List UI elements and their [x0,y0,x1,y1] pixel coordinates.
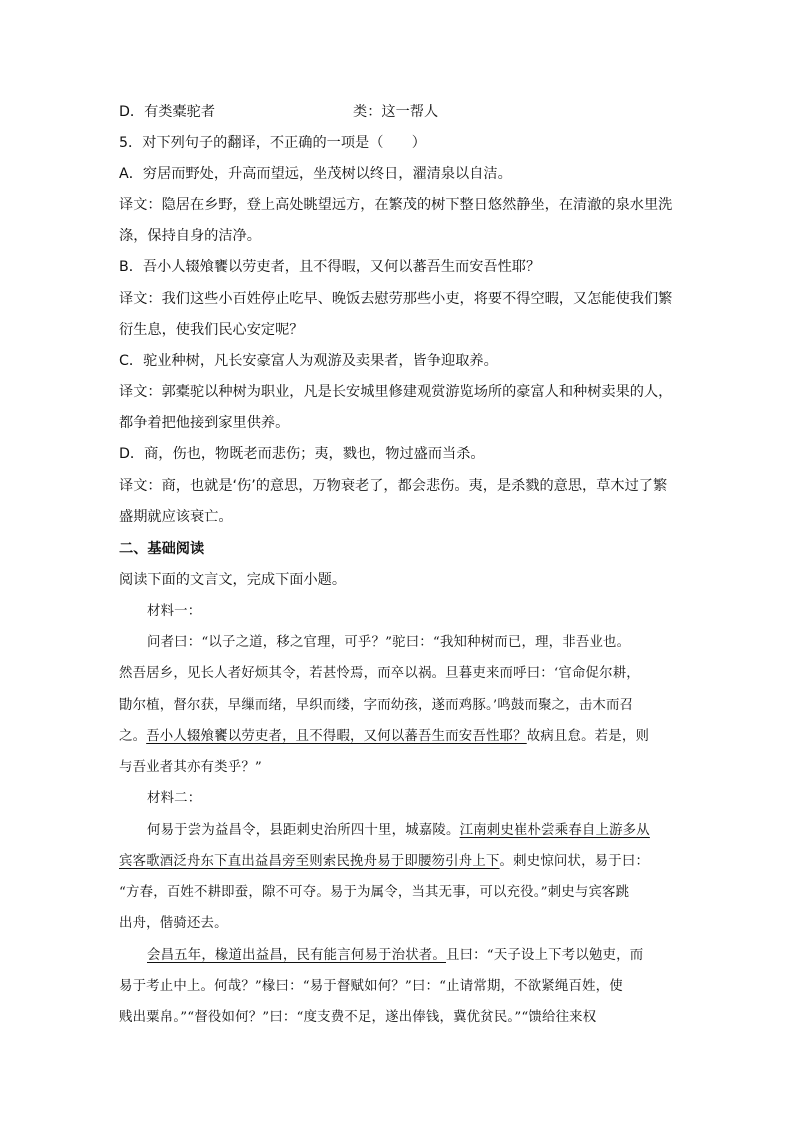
translation-d-1: 译文：商，也就是‘伤’的意思，万物衰老了，都会悲伤。夷，是杀戮的意思，草木过了繁 [119,478,668,494]
material-1-line-1: 问者曰：“以子之道，移之官理，可乎？”驼曰：“我知种树而已，理，非吾业也。 [147,635,631,650]
material-1-line-4-start: 之。 [119,729,147,744]
material-1-label: 材料一： [147,604,202,619]
option-a: A．穷居而野处，升高而望远，坐茂树以终日，濯清泉以自洁。 [119,166,512,182]
material-2-line-3: “方春，百姓不耕即蚕，隙不可夺。易于为属令，当其无事，可以充役。”刺史与宾客跳 [119,885,630,900]
translation-d-2: 盛期就应该衰亡。 [119,509,233,525]
material-2-label: 材料二： [147,791,202,806]
translation-c-1: 译文：郭橐驼以种树为职业，凡是长安城里修建观赏游览场所的豪富人和种树卖果的人， [119,384,673,400]
underlined-sentence-2a: 江南刺史崔朴尝乘春自上游多从 [459,823,650,838]
translation-a-2: 涤，保持自身的洁净。 [119,228,261,244]
option-d-gloss: 类：这一帮人 [353,104,439,120]
material-2-line-2-end: 。刺史惊问状，易于曰： [499,854,650,869]
material-2-line-7: 贱出粟帛。”“督役如何？”曰：“度支费不足，遂出俸钱，冀优贫民。”“馈给往来权 [119,1010,597,1025]
material-2-line-4: 出舟，偕骑还去。 [119,916,228,931]
option-d-text: D．有类橐驼者 [119,104,216,120]
material-2-line-2 [119,852,678,872]
material-1-line-5: 与吾业者其亦有类乎？” [119,760,262,775]
section-instruction: 阅读下面的文言文，完成下面小题。 [119,572,347,588]
underlined-sentence-3: 会昌五年，椽道出益昌，民有能言何易于治状者。 [147,948,446,963]
material-1-line-3: 勖尔植，督尔获，早缫而绪，早织而缕，字而幼孩，遂而鸡豚。’鸣鼓而聚之，击木而召 [119,698,634,713]
option-b: B．吾小人辍飧饔以劳吏者，且不得暇，又何以蕃吾生而安吾性耶？ [119,259,541,275]
material-2-line-6: 易于考止中上。何哉？”椽曰：“易于督赋如何？”曰：“止请常期，不欲紧绳百姓，使 [119,979,623,994]
option-d: D．商，伤也，物既老而悲伤；夷，戮也，物过盛而当杀。 [119,446,485,462]
material-1-line-4-end: 故病且怠。若是，则 [526,729,650,744]
section-heading: 二、基础阅读 [119,541,205,557]
translation-b-1: 译文：我们这些小百姓停止吃早、晚饭去慰劳那些小吏，将要不得空暇，又怎能使我们繁 [119,291,673,307]
material-2-line-1-start: 何易于尝为益昌令，县距刺史治所四十里，城嘉陵。 [147,823,460,838]
option-d-line [119,102,678,122]
material-1-line-2: 然吾居乡，见长人者好烦其令，若甚怜焉，而卒以祸。旦暮吏来而呼曰：‘官命促尔耕， [119,666,640,681]
material-2-line-5-end: 且曰：“天子设上下考以勉吏，而 [446,948,644,963]
material-2-line-1 [119,821,678,841]
underlined-sentence-2b: 宾客歌酒泛舟东下直出益昌旁至则索民挽舟易于即腰笏引舟上下 [119,854,500,869]
translation-a-1: 译文：隐居在乡野，登上高处眺望远方，在繁茂的树下整日悠然静坐，在清澈的泉水里洗 [119,197,673,213]
option-c: C．驼业种树，凡长安豪富人为观游及卖果者，皆争迎取养。 [119,353,498,369]
translation-c-2: 都争着把他接到家里供养。 [119,415,290,431]
translation-b-2: 衍生息，使我们民心安定呢？ [119,322,304,338]
material-1-line-4 [119,727,678,747]
underlined-sentence-1: 吾小人辍飧饔以劳吏者，且不得暇，又何以蕃吾生而安吾性耶？ [146,729,527,744]
material-2-line-5 [119,946,678,966]
question-5: 5．对下列句子的翻译，不正确的一项是（ ） [119,135,426,151]
